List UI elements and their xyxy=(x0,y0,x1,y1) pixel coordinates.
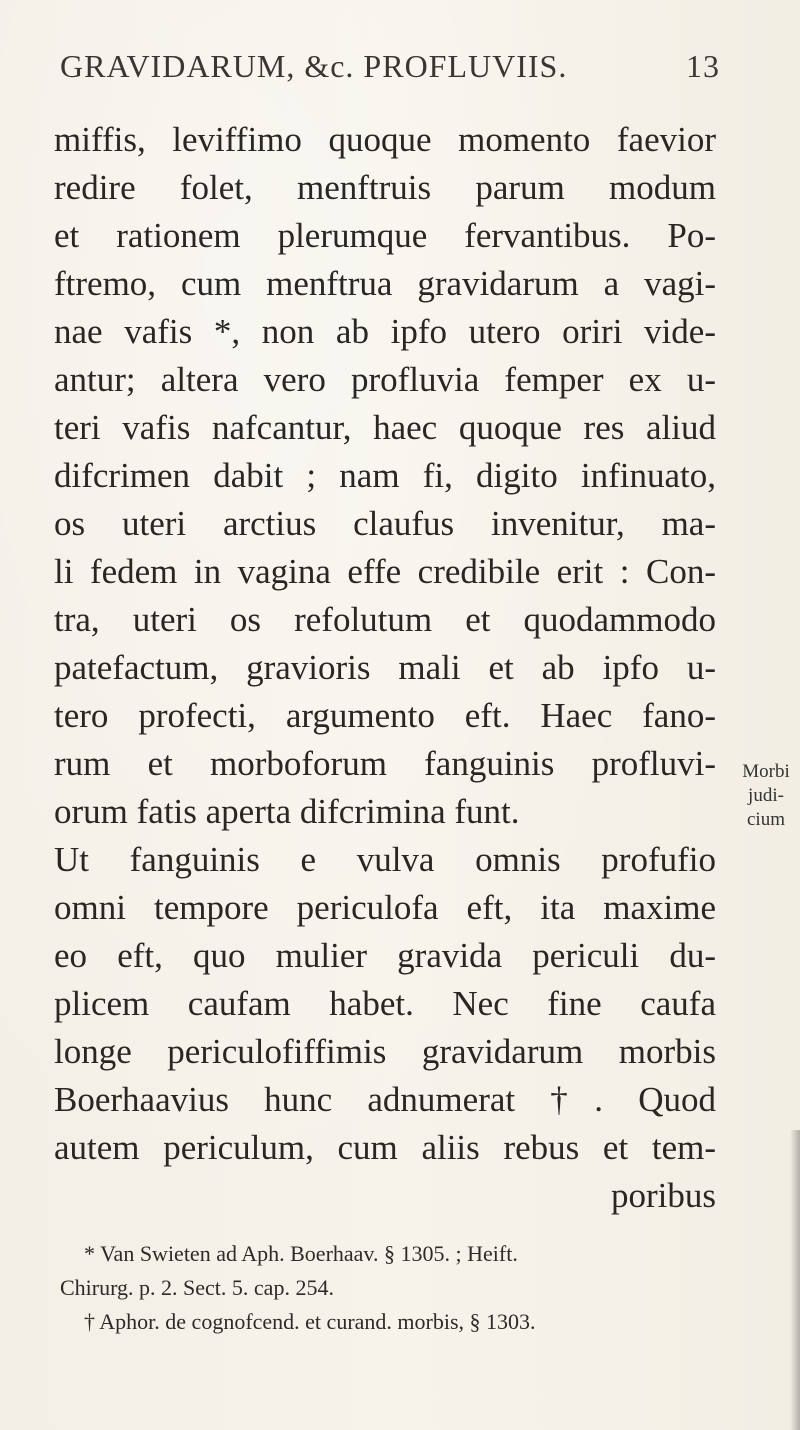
text-line: tero profecti, argumento eft. Haec fano- xyxy=(54,696,716,735)
text-line: redire folet, menftruis parum modum xyxy=(54,168,716,207)
text-line: os uteri arctius claufus invenitur, ma- xyxy=(54,504,716,543)
page-number: 13 xyxy=(686,48,720,84)
text-line: li fedem in vagina effe credibile erit : Con- xyxy=(54,552,716,591)
text-line: et rationem plerumque fervantibus. Po- xyxy=(54,216,716,255)
text-line: omni tempore periculofa eft, ita maxime xyxy=(54,888,716,927)
text-line: miffis, leviffimo quoque momento faevior xyxy=(54,120,716,159)
page-edge-shadow xyxy=(790,1130,800,1430)
footnote-line: Chirurg. p. 2. Sect. 5. cap. 254. xyxy=(60,1275,334,1300)
text-line: nae vafis *, non ab ipfo utero oriri vide- xyxy=(54,312,716,351)
text-line: orum fatis aperta difcrimina funt. xyxy=(54,792,520,831)
footnote-line: * Van Swieten ad Aph. Boerhaav. § 1305. ; Heift. xyxy=(84,1241,518,1266)
running-title: GRAVIDARUM, &c. PROFLUVIIS. xyxy=(60,48,568,84)
text-line: rum et morboforum fanguinis profluvi- xyxy=(54,744,716,783)
catchword: poribus xyxy=(611,1176,716,1215)
text-line: tra, uteri os refolutum et quodammodo xyxy=(54,600,716,639)
margin-note-line: Morbi judi- xyxy=(742,761,790,806)
footnotes xyxy=(60,1237,720,1339)
body-text xyxy=(54,116,716,1220)
text-line: antur; altera vero profluvia femper ex u- xyxy=(54,360,716,399)
text-line: longe periculofiffimis gravidarum morbis xyxy=(54,1032,716,1071)
text-line: teri vafis nafcantur, haec quoque res aliud xyxy=(54,408,716,447)
text-line: Boerhaavius hunc adnumerat †. Quod xyxy=(54,1080,716,1119)
text-line: ftremo, cum menftrua gravidarum a vagi- xyxy=(54,264,716,303)
margin-note-line: cium xyxy=(747,809,785,830)
margin-note xyxy=(732,760,800,832)
text-line: patefactum, gravioris mali et ab ipfo u- xyxy=(54,648,716,687)
text-line: eo eft, quo mulier gravida periculi du- xyxy=(54,936,716,975)
footnote-line: † Aphor. de cognofcend. et curand. morbis, § 1303. xyxy=(84,1309,536,1334)
text-line: autem periculum, cum aliis rebus et tem- xyxy=(54,1128,716,1167)
text-line: difcrimen dabit ; nam fi, digito infinuato, xyxy=(54,456,716,495)
text-line: Ut fanguinis e vulva omnis profufio xyxy=(54,840,716,879)
text-line: plicem caufam habet. Nec fine caufa xyxy=(54,984,716,1023)
